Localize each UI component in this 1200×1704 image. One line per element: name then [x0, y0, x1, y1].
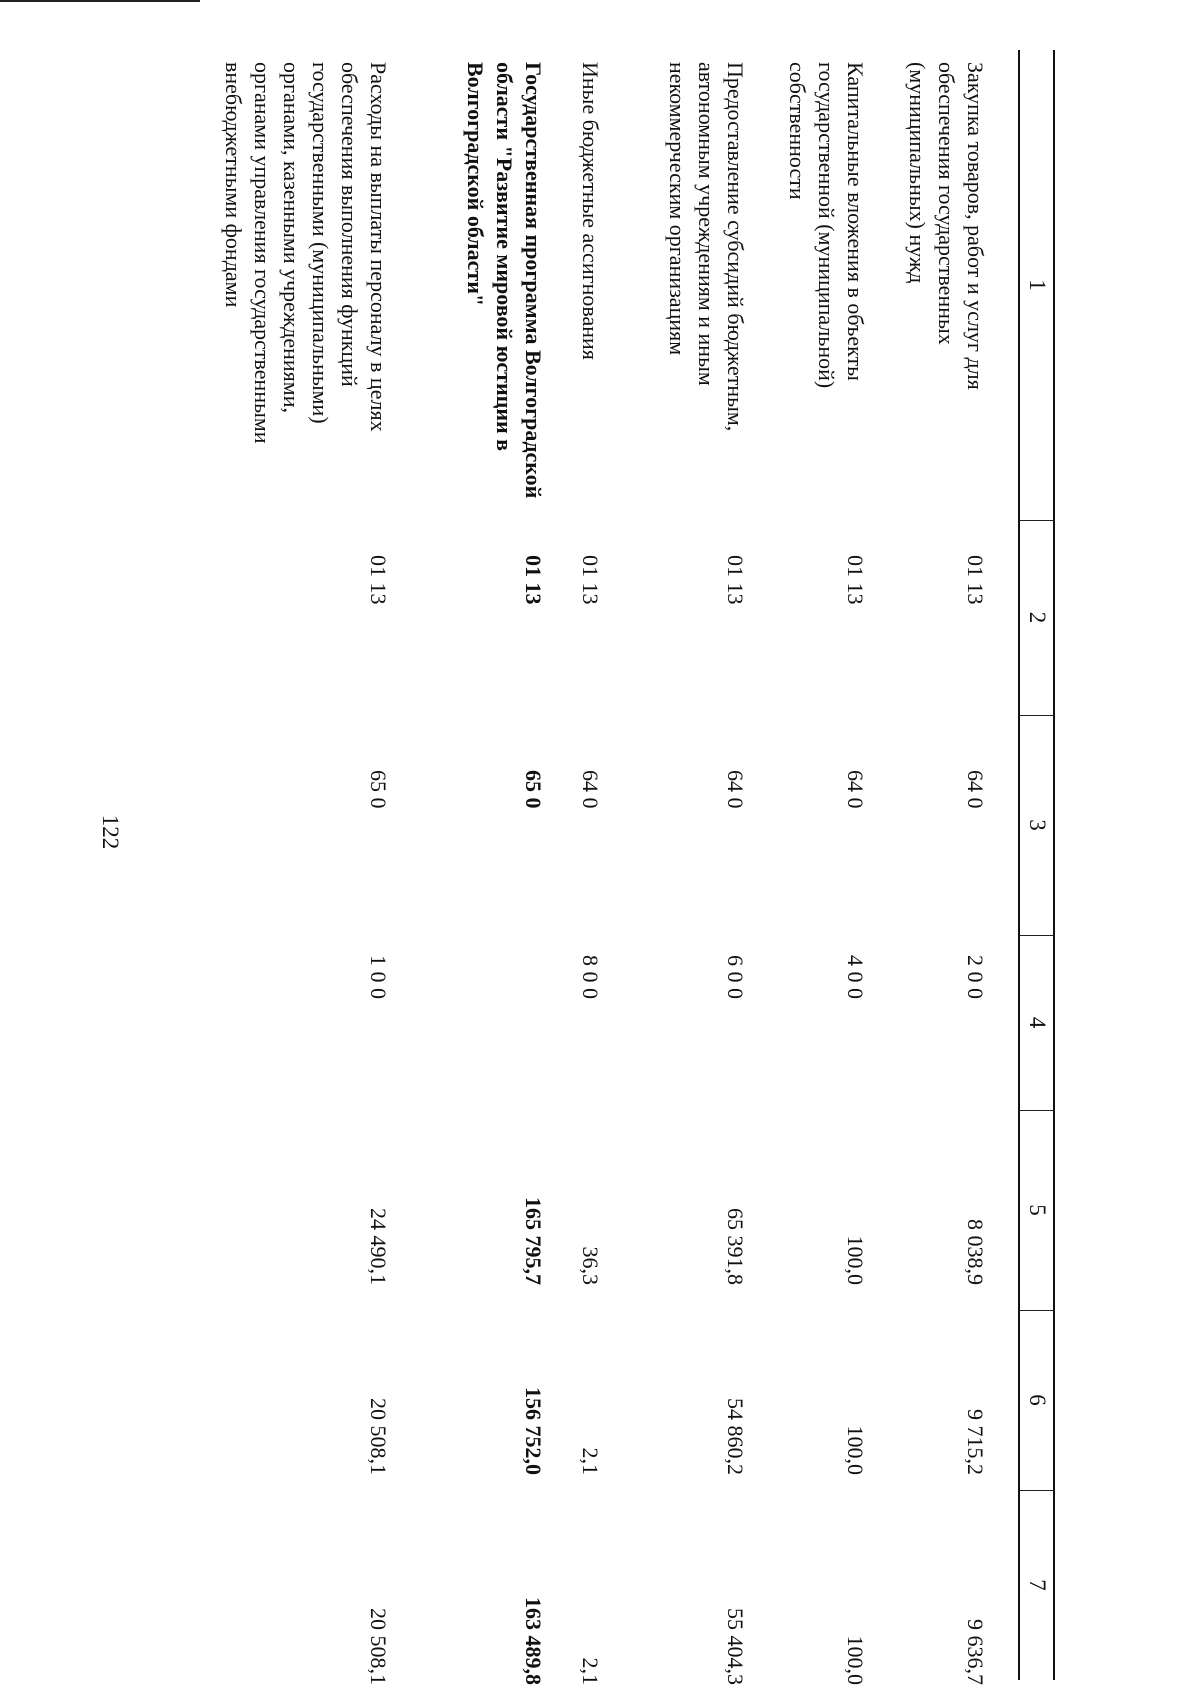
- header-col-2: 2: [1025, 611, 1050, 624]
- row-value-col5: 65 391,8: [723, 1208, 748, 1285]
- row-name: Закупка товаров, работ и услуг для обеспечения государственных (муниципальных) нужд: [905, 62, 988, 390]
- row-expense-type: 6 0 0: [723, 955, 748, 999]
- row-program-code: 64 0: [963, 770, 988, 809]
- row-value-col6: 156 752,0: [521, 1387, 546, 1475]
- row-value-col6: 54 860,2: [723, 1398, 748, 1475]
- header-col-1: 1: [1025, 279, 1050, 291]
- row-value-col7: 20 508,1: [366, 1608, 391, 1685]
- row-section-code: 01 13: [963, 555, 988, 605]
- budget-table: [155, 50, 1055, 1685]
- row-name: Капитальные вложения в объекты государственной (муниципальной) собственности: [785, 62, 868, 389]
- row-value-col6: 9 715,2: [963, 1409, 988, 1475]
- header-col-6: 6: [1025, 1394, 1050, 1406]
- row-program-code: 65 0: [521, 770, 546, 809]
- row-value-col6: 2,1: [578, 1447, 603, 1475]
- row-expense-type: 8 0 0: [578, 955, 603, 999]
- row-value-col5: 24 490,1: [366, 1208, 391, 1285]
- row-value-col6: 100,0: [843, 1425, 868, 1475]
- row-value-col5: 36,3: [578, 1246, 603, 1285]
- row-name: Иные бюджетные ассигнования: [578, 62, 603, 360]
- row-program-code: 64 0: [578, 770, 603, 809]
- row-program-code: 65 0: [366, 770, 391, 809]
- row-section-code: 01 13: [578, 555, 603, 605]
- row-value-col7: 163 489,8: [521, 1597, 546, 1685]
- row-value-col5: 100,0: [843, 1235, 868, 1285]
- row-section-code: 01 13: [521, 555, 546, 605]
- row-program-code: 64 0: [843, 770, 868, 809]
- row-expense-type: 2 0 0: [963, 955, 988, 999]
- scan-artifact-line: [0, 0, 200, 2]
- row-value-col7: 2,1: [578, 1657, 603, 1685]
- row-expense-type: 1 0 0: [366, 955, 391, 999]
- header-col-4: 4: [1025, 1016, 1050, 1029]
- row-program-code: 64 0: [723, 770, 748, 809]
- page-number: 122: [98, 814, 123, 850]
- row-value-col5: 8 038,9: [963, 1219, 988, 1285]
- row-name: Предоставление субсидий бюджетным, автономным учреждениям и иным некоммерческим организациям: [665, 62, 748, 432]
- row-section-code: 01 13: [843, 555, 868, 605]
- header-col-7: 7: [1025, 1579, 1050, 1591]
- row-section-code: 01 13: [723, 555, 748, 605]
- header-col-3: 3: [1025, 819, 1050, 831]
- row-value-col7: 9 636,7: [963, 1619, 988, 1685]
- row-value-col7: 55 404,3: [723, 1608, 748, 1685]
- row-value-col7: 100,0: [843, 1635, 868, 1685]
- header-col-5: 5: [1025, 1204, 1050, 1216]
- row-value-col6: 20 508,1: [366, 1398, 391, 1475]
- row-section-code: 01 13: [366, 555, 391, 605]
- row-expense-type: 4 0 0: [843, 955, 868, 999]
- row-name: Государственная программа Волгоградской области "Развитие мировой юстиции в Волгоградской области": [463, 62, 546, 499]
- row-name: Расходы на выплаты персоналу в целях обеспечения выполнения функций государственными (муниципальными) органами, казенными учреждениями, органами управления государственными внебюджетными фондами: [221, 62, 391, 444]
- row-value-col5: 165 795,7: [521, 1197, 546, 1285]
